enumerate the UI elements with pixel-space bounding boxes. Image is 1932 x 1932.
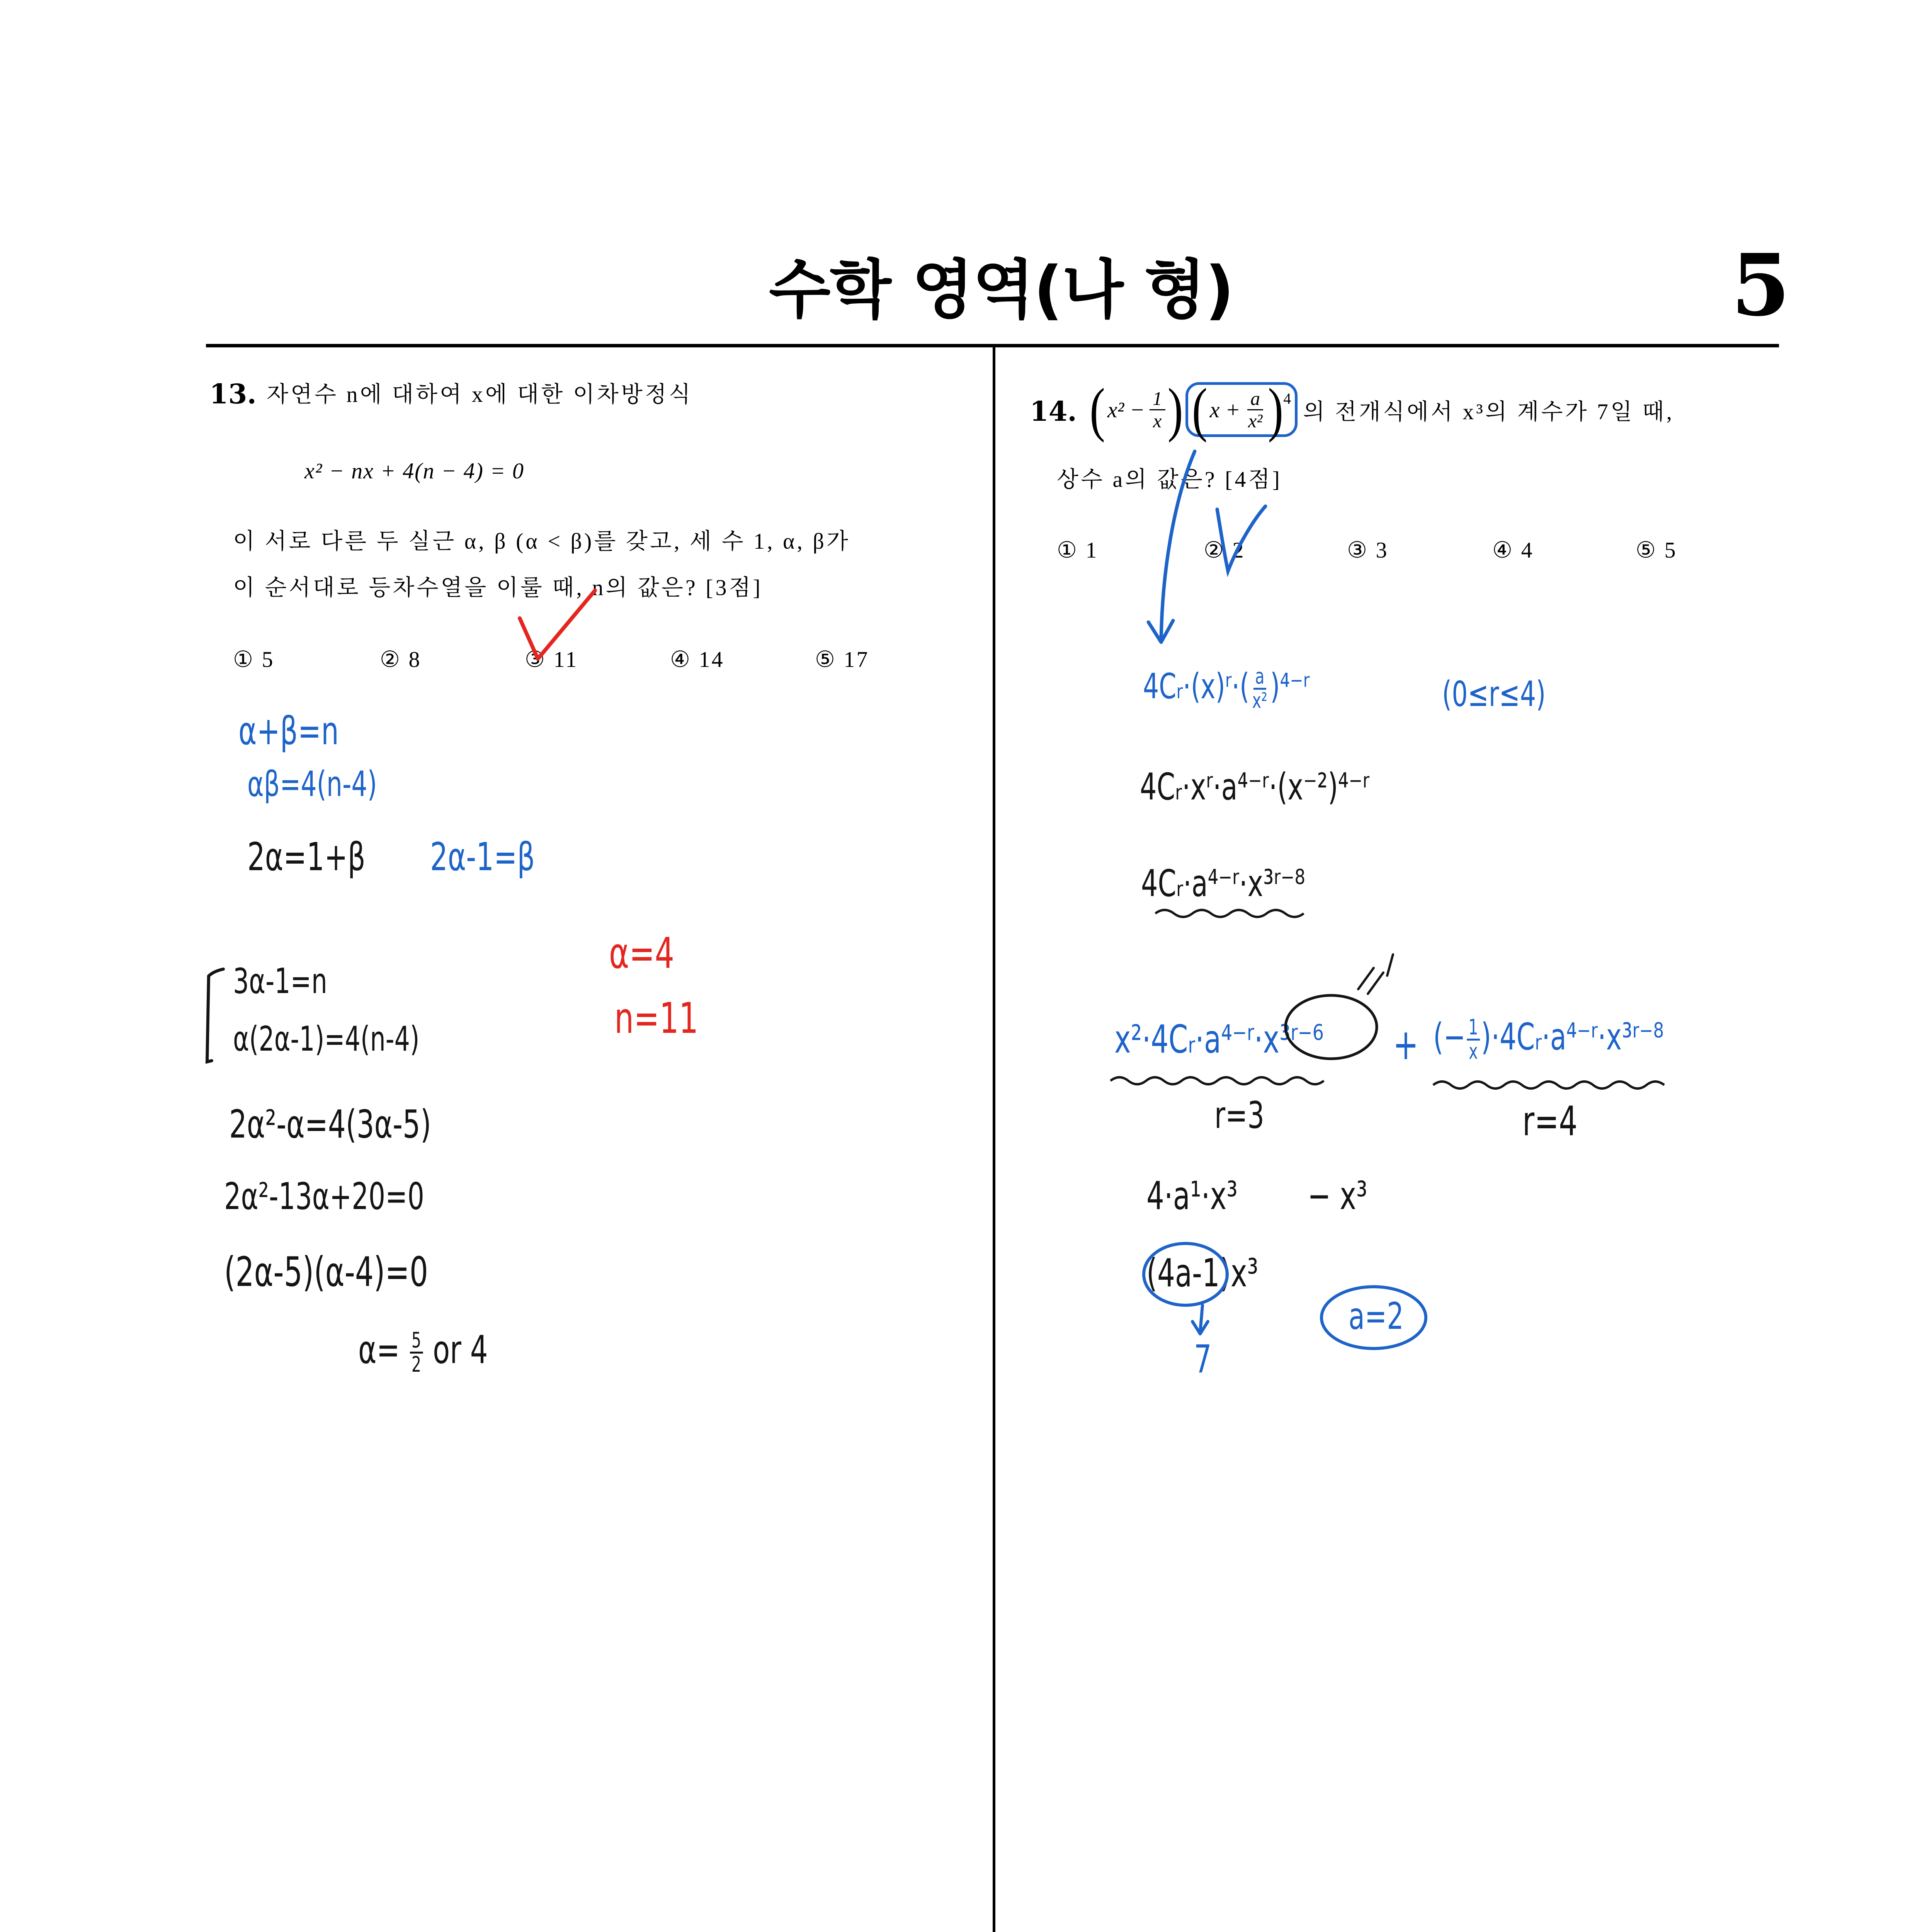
wavy-underline-term-b (1433, 1082, 1664, 1088)
problem-13-line-2: 이 서로 다른 두 실근 α, β (α < β)를 갖고, 세 수 1, α, β가 (233, 529, 850, 554)
problem-14-line-2: 상수 a의 값은? [4점] (1057, 467, 1282, 492)
hw-combine-term: 4·a¹·x³ (1146, 1173, 1238, 1218)
hw-general-term (1143, 665, 1310, 712)
fraction-denominator: x² (1252, 688, 1267, 713)
wavy-underline-term-a (1111, 1077, 1324, 1084)
problem-13-equation: x² − nx + 4(n − 4) = 0 (304, 458, 525, 483)
fraction-denominator: x² (1248, 410, 1263, 432)
factor1-fraction (1150, 388, 1165, 432)
hw-step-1: 2α²-α=4(3α-5) (229, 1102, 431, 1147)
hw-alpha-result (358, 1329, 488, 1376)
hw-minus-term: − x³ (1308, 1173, 1367, 1218)
section-title: 수학 영역(나 형) (769, 253, 1234, 327)
hw-answer-a: a=2 (1349, 1295, 1404, 1338)
factor1-open-paren: ( (1090, 376, 1105, 443)
hw-product-of-roots: αβ=4(n-4) (247, 764, 377, 804)
fraction-numerator: 5 (410, 1329, 423, 1354)
header-rule (206, 344, 1779, 347)
hw-answer-n: n=11 (614, 993, 699, 1043)
hw-beta-expression: 2α-1=β (430, 834, 535, 879)
problem-13-number: 13. (209, 378, 257, 410)
problem-13-choice-4: ④ 14 (670, 647, 724, 672)
hw-alpha-result-prefix: α= (358, 1327, 400, 1372)
hw-arithmetic-condition: 2α=1+β (247, 834, 366, 879)
fraction-denominator: 2 (411, 1352, 422, 1377)
header-page-number: 5 (1731, 235, 1791, 335)
hw-alpha-result-suffix: or 4 (433, 1327, 488, 1372)
hw-expansion-1: 4Cᵣ·xʳ·a⁴⁻ʳ·(x⁻²)⁴⁻ʳ (1140, 766, 1370, 808)
hw-general-term-suffix: )⁴⁻ʳ (1270, 666, 1310, 707)
hw-r-equals-3: r=3 (1214, 1094, 1264, 1137)
handwritten-tick-marks (1358, 954, 1393, 994)
problem-13-choice-1: ① 5 (233, 647, 275, 672)
hw-equals-seven: 7 (1194, 1337, 1212, 1382)
fraction-denominator: x (1153, 410, 1162, 432)
hw-alpha-result-fraction (410, 1329, 423, 1376)
hw-system-eq-1: 3α-1=n (233, 961, 327, 1002)
wavy-underline-expansion (1155, 910, 1304, 917)
problem-13-choice-3: ③ 11 (525, 647, 578, 672)
problem-14-number: 14. (1030, 395, 1077, 427)
hw-term-b-prefix: (− (1433, 1016, 1466, 1059)
problem-14-choice-2: ② 2 (1204, 537, 1245, 563)
column-divider (993, 347, 995, 1932)
factor2-lead: x + (1209, 397, 1241, 422)
hw-expansion-2: 4Cᵣ·a⁴⁻ʳ·x³ʳ⁻⁸ (1141, 862, 1305, 905)
hw-answer-alpha: α=4 (609, 929, 674, 978)
hw-r-equals-4: r=4 (1522, 1098, 1578, 1145)
hw-term-a: x²·4Cᵣ·a⁴⁻ʳ·x³ʳ⁻⁶ (1114, 1017, 1324, 1062)
factor2-open-paren: ( (1192, 376, 1208, 443)
problem-14-choice-3: ③ 3 (1347, 537, 1389, 563)
fraction-numerator: 1 (1467, 1016, 1480, 1041)
blue-arrow-to-seven (1192, 1305, 1208, 1334)
hw-step-3: (2α-5)(α-4)=0 (224, 1248, 428, 1296)
hw-r-range: (0≤r≤4) (1442, 674, 1546, 714)
factor1-close-paren: ) (1167, 376, 1183, 443)
fraction-numerator: a (1253, 665, 1266, 690)
problem-13-choice-2: ② 8 (380, 647, 422, 672)
problem-14-choice-4: ④ 4 (1492, 537, 1534, 563)
factor1-lead: x² − (1107, 397, 1145, 422)
blue-arrow-head (1148, 621, 1173, 642)
hw-step-2: 2α²-13α+20=0 (224, 1175, 425, 1218)
hw-factored-term: (4a-1)x³ (1146, 1250, 1259, 1296)
system-bracket (207, 969, 223, 1062)
hw-system-eq-2: α(2α-1)=4(n-4) (233, 1019, 420, 1059)
problem-14-line-1 (1090, 371, 1674, 448)
hw-term-b-fraction (1467, 1016, 1480, 1063)
problem-13-line-3: 이 순서대로 등차수열을 이룰 때, n의 값은? [3점] (233, 575, 763, 600)
fraction-numerator: 1 (1150, 388, 1165, 410)
factor2-close-paren: ) (1268, 376, 1284, 443)
problem-14-line-1-rest: 의 전개식에서 x³의 계수가 7일 때, (1303, 399, 1674, 424)
hw-plus-sign: + (1393, 1020, 1419, 1069)
problem-13-line-1: 자연수 n에 대하여 x에 대한 이차방정식 (267, 382, 693, 407)
fraction-numerator: a (1247, 388, 1263, 410)
fraction-denominator: x (1469, 1039, 1478, 1064)
factor2-boxed-annotation (1185, 376, 1298, 443)
hw-general-term-fraction (1250, 665, 1269, 712)
hw-term-b-suffix: )·4Cᵣ·a⁴⁻ʳ·x³ʳ⁻⁸ (1481, 1016, 1664, 1059)
problem-13-choice-5: ⑤ 17 (815, 647, 869, 672)
factor2-power: 4 (1283, 390, 1291, 407)
hw-term-b (1433, 1016, 1664, 1063)
problem-14-choice-1: ① 1 (1057, 537, 1099, 563)
problem-14-choice-5: ⑤ 5 (1636, 537, 1677, 563)
hw-general-term-prefix: 4Cᵣ·(x)ʳ·( (1143, 666, 1250, 707)
hw-sum-of-roots: α+β=n (238, 708, 339, 753)
factor2-fraction (1245, 388, 1265, 432)
